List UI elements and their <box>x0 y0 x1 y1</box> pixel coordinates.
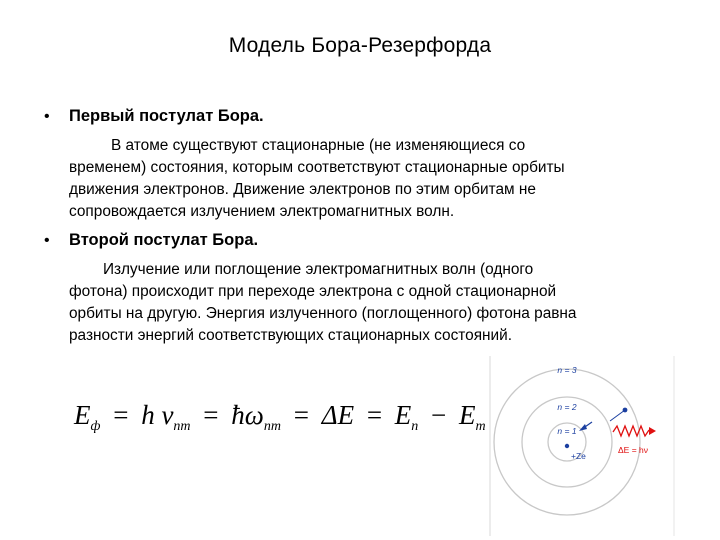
orbit-label-n3: n = 3 <box>557 365 577 375</box>
postulate-2-line: орбиты на другую. Энергия излученного (поглощенного) фотона равна <box>69 305 577 322</box>
postulate-2-heading: Второй постулат Бора. <box>69 231 259 249</box>
photon-arrow-head <box>649 427 656 435</box>
formula-equals: = <box>203 400 219 430</box>
formula-equals: = <box>113 400 129 430</box>
formula-em: E <box>459 400 476 430</box>
formula-e-photon: E <box>74 400 91 430</box>
postulate-1-line: сопровождается излучением электромагнитных волн. <box>69 203 455 220</box>
postulate-2-text <box>69 259 576 347</box>
formula-h: h <box>141 400 155 430</box>
page-title: Модель Бора-Резерфорда <box>228 34 492 57</box>
bohr-atom-diagram <box>475 356 688 536</box>
orbit-label-n1: n = 1 <box>557 426 577 436</box>
photon-energy-label: ΔE = hν <box>618 445 649 455</box>
electron-trail <box>610 410 625 421</box>
postulate-1-text <box>69 135 565 223</box>
nucleus <box>565 444 569 448</box>
formula-nm-sub: nm <box>173 419 191 434</box>
formula-delta-e: ΔE <box>321 400 355 430</box>
nucleus-label: +Ze <box>571 451 586 461</box>
photon-energy-formula <box>74 400 486 435</box>
formula-n-sub: n <box>411 419 419 434</box>
formula-en: E <box>394 400 412 430</box>
formula-omega: ω <box>244 400 264 430</box>
postulate-1-line: В атоме существуют стационарные (не изменяющиеся со <box>111 137 526 154</box>
formula-nm-sub: nm <box>263 419 281 434</box>
formula-minus: − <box>431 400 447 430</box>
formula-hbar: ħ <box>231 400 245 430</box>
formula-e-photon-sub: ф <box>90 419 101 434</box>
orbit-n3 <box>494 369 640 515</box>
formula-nu: ν <box>161 400 174 430</box>
postulate-1-line: движения электронов. Движение электронов по этим орбитам не <box>69 181 536 198</box>
formula-m-sub: m <box>475 419 486 434</box>
photon-wave <box>613 426 649 436</box>
postulate-2-line: Излучение или поглощение электромагнитных волн (одного <box>103 261 534 278</box>
postulate-1-line: временем) состояния, которым соответствуют стационарные орбиты <box>69 159 565 176</box>
bullet-marker-2: • <box>44 232 50 249</box>
bullet-marker-1: • <box>44 108 50 125</box>
postulate-1-heading: Первый постулат Бора. <box>69 107 264 125</box>
formula-equals: = <box>293 400 309 430</box>
orbit-label-n2: n = 2 <box>557 402 577 412</box>
formula-equals: = <box>366 400 383 430</box>
postulate-2-line: фотона) происходит при переходе электрона с одной стационарной <box>69 283 557 300</box>
postulate-2-line: разности энергий соответствующих стационарных состояний. <box>69 327 513 344</box>
